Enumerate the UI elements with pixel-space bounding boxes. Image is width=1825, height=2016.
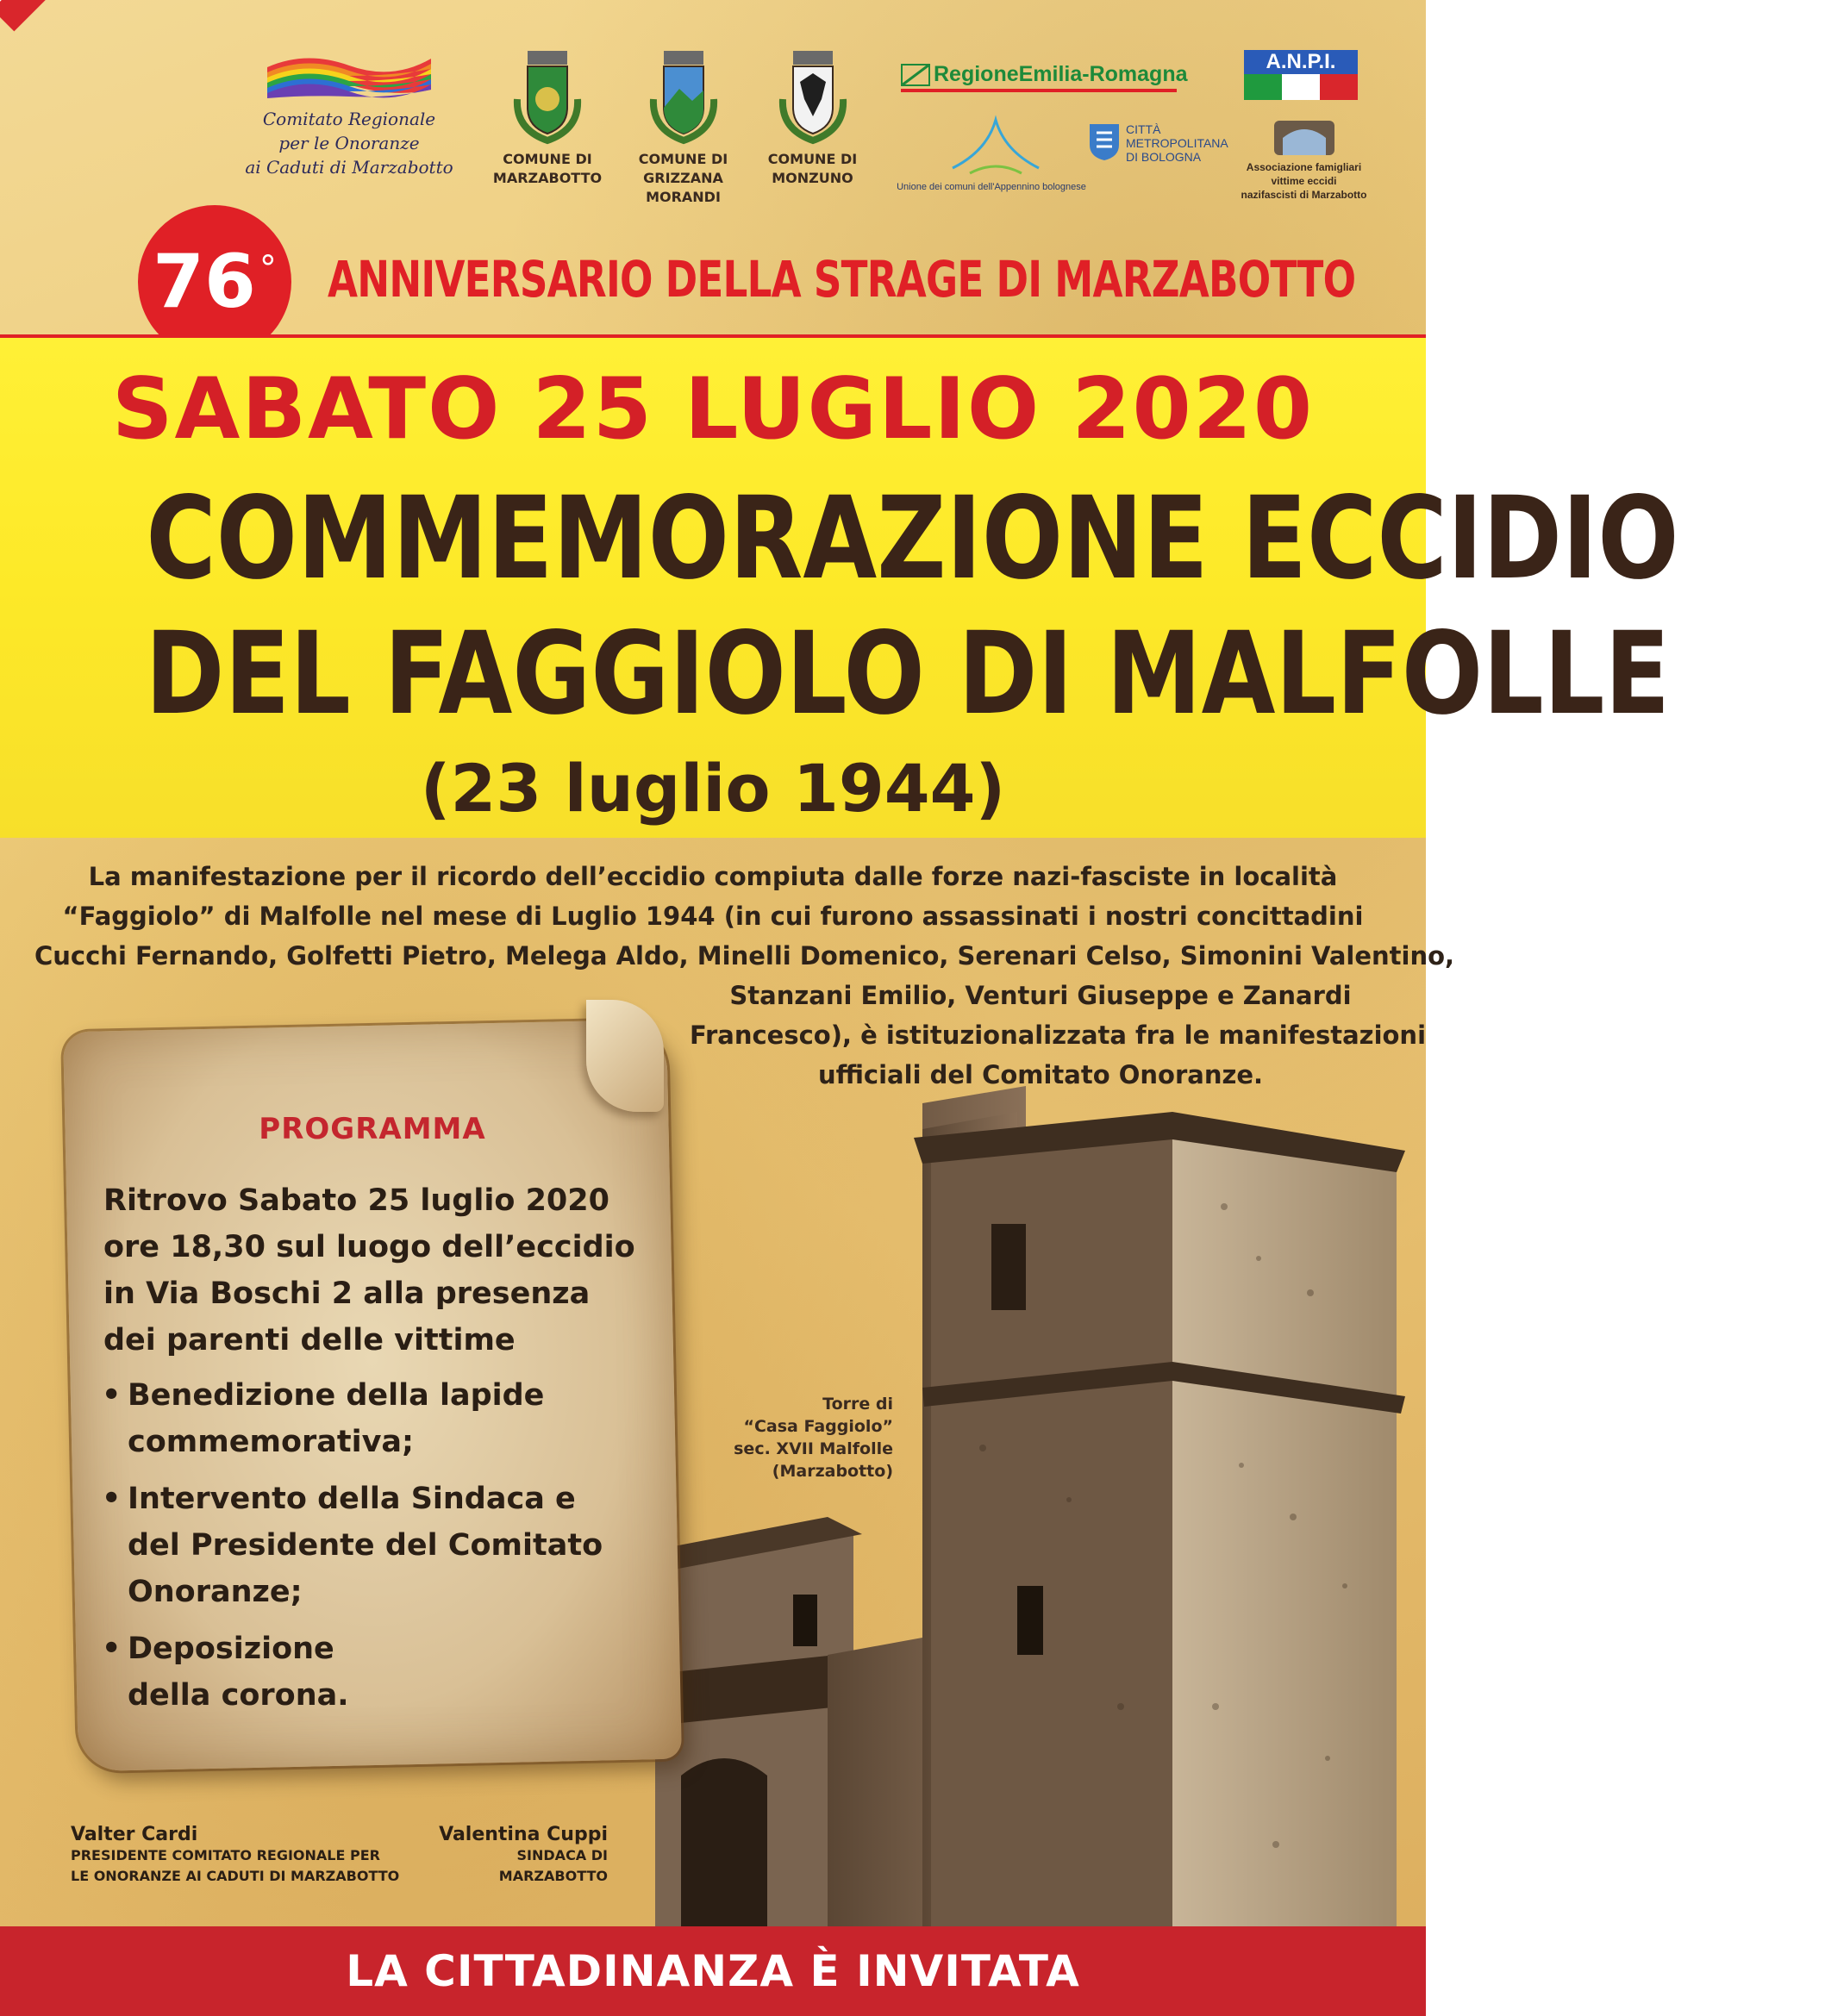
regione-flag-icon xyxy=(901,64,930,86)
comune-line: COMUNE DI xyxy=(767,151,858,167)
citta-line: METROPOLITANA xyxy=(1126,136,1228,150)
citta-line: CITTÀ xyxy=(1126,122,1161,136)
citta-line: DI BOLOGNA xyxy=(1126,150,1202,164)
title-line-1 xyxy=(0,472,1679,605)
crest-icon xyxy=(645,47,722,147)
item-line: Benedizione della lapide xyxy=(128,1378,545,1413)
invitation-footer: LA CITTADINANZA È INVITATA xyxy=(0,1926,1426,2016)
list-item xyxy=(102,1476,653,1615)
anpi-name: A.N.P.I. xyxy=(1244,50,1358,74)
body-line: Cucchi Fernando, Golfetti Pietro, Melega Aldo, Minelli Domenico, Serenari Celso, Simonini Valentino, xyxy=(34,941,1455,971)
caption-line: Torre di xyxy=(822,1395,893,1414)
body-line: La manifestazione per il ricordo dell’eccidio compiuta dalle forze nazi-fasciste in località xyxy=(88,862,1338,891)
bullet-mark: • xyxy=(102,1378,122,1413)
comune-name: GRIZZANA MORANDI xyxy=(643,170,723,205)
anniversary-number: 76 xyxy=(153,239,256,325)
comune-marzabotto-logo xyxy=(491,47,603,188)
comune-grizzana-logo xyxy=(612,47,754,207)
signer-role: LE ONORANZE AI CADUTI DI MARZABOTTO xyxy=(71,1868,400,1884)
intro-line: dei parenti delle vittime xyxy=(103,1323,516,1358)
comune-monzuno-logo xyxy=(763,47,862,188)
item-line: Onoranze; xyxy=(128,1575,303,1609)
rainbow-flag-icon xyxy=(263,50,435,103)
item-line: Intervento della Sindaca e xyxy=(128,1482,576,1516)
item-line: commemorativa; xyxy=(128,1425,415,1459)
body-line: Stanzani Emilio, Venturi Giuseppe e Zanardi xyxy=(729,981,1352,1010)
italian-flag-ribbon xyxy=(0,0,253,15)
signer-name: Valter Cardi xyxy=(71,1824,198,1845)
signer-role: SINDACA DI xyxy=(516,1847,608,1863)
signature-left xyxy=(71,1824,399,1887)
comune-line: COMUNE DI xyxy=(638,151,728,167)
unione-logo xyxy=(892,116,1091,192)
bologna-shield-icon xyxy=(1088,122,1121,162)
bullet-mark: • xyxy=(102,1482,122,1516)
caption-line: (Marzabotto) xyxy=(772,1462,893,1481)
intro-line: Ritrovo Sabato 25 luglio 2020 xyxy=(103,1183,609,1218)
title-text: COMMEMORAZIONE ECCIDIO xyxy=(146,472,1679,605)
degree-sign: ° xyxy=(259,249,277,289)
list-item xyxy=(102,1372,653,1465)
item-line: della corona. xyxy=(128,1678,349,1713)
unione-swoosh-icon xyxy=(935,116,1047,178)
item-line: del Presidente del Comitato xyxy=(128,1528,603,1563)
comitato-line: Comitato Regionale xyxy=(262,109,436,129)
comune-line: COMUNE DI xyxy=(503,151,592,167)
anpi-logo xyxy=(1244,50,1358,103)
bullet-mark: • xyxy=(102,1632,122,1666)
comitato-logo xyxy=(228,50,470,179)
anpi-flag-white xyxy=(1282,74,1320,100)
body-line: ufficiali del Comitato Onoranze. xyxy=(817,1060,1264,1089)
event-year: (23 luglio 1944) xyxy=(420,750,1006,827)
comitato-line: ai Caduti di Marzabotto xyxy=(245,157,453,178)
caption-line: “Casa Faggiolo” xyxy=(743,1417,893,1436)
caption-line: sec. XVII Malfolle xyxy=(734,1439,893,1458)
programma-list xyxy=(102,1372,653,1729)
programma-intro xyxy=(103,1177,638,1364)
anpi-flag-green xyxy=(1244,74,1282,100)
regione-logo xyxy=(901,62,1188,92)
assoc-line: Associazione famigliari xyxy=(1246,161,1362,173)
comune-name: MONZUNO xyxy=(772,170,853,186)
signature-right xyxy=(414,1824,608,1887)
signer-role: PRESIDENTE COMITATO REGIONALE PER xyxy=(71,1847,380,1863)
crest-icon xyxy=(509,47,586,147)
comitato-line: per le Onoranze xyxy=(278,133,420,153)
tower-caption xyxy=(690,1393,893,1482)
body-line: “Faggiolo” di Malfolle nel mese di Luglio 1944 (in cui furono assassinati i nostri concittadini xyxy=(62,902,1364,931)
citta-metropolitana-logo xyxy=(1088,122,1226,164)
anpi-flag-red xyxy=(1320,74,1358,100)
regione-name: RegioneEmilia-Romagna xyxy=(934,62,1188,86)
arch-icon xyxy=(1272,119,1336,157)
assoc-line: nazifascisti di Marzabotto xyxy=(1241,189,1367,201)
anniversary-text: ANNIVERSARIO DELLA STRAGE DI MARZABOTTO xyxy=(328,250,1356,309)
signer-role: MARZABOTTO xyxy=(498,1868,608,1884)
event-date: SABATO 25 LUGLIO 2020 xyxy=(111,360,1315,459)
list-item xyxy=(102,1626,653,1719)
body-line: Francesco), è istituzionalizzata fra le manifestazioni xyxy=(690,1020,1427,1050)
intro-line: in Via Boschi 2 alla presenza xyxy=(103,1276,591,1311)
signer-name: Valentina Cuppi xyxy=(439,1824,608,1845)
crest-icon xyxy=(774,47,852,147)
intro-line: ore 18,30 sul luogo dell’eccidio xyxy=(103,1230,635,1264)
programma-title: PROGRAMMA xyxy=(259,1112,486,1146)
title-text: DEL FAGGIOLO DI MALFOLLE xyxy=(145,608,1671,740)
regione-underline xyxy=(901,89,1177,92)
associazione-logo xyxy=(1233,119,1375,202)
comune-name: MARZABOTTO xyxy=(492,170,603,186)
tower-illustration xyxy=(655,1103,1426,1931)
title-line-2 xyxy=(0,608,1671,740)
assoc-line: vittime eccidi xyxy=(1271,175,1337,187)
unione-name: Unione dei comuni dell'Appennino bolognese xyxy=(897,182,1086,192)
item-line: Deposizione xyxy=(128,1632,334,1666)
